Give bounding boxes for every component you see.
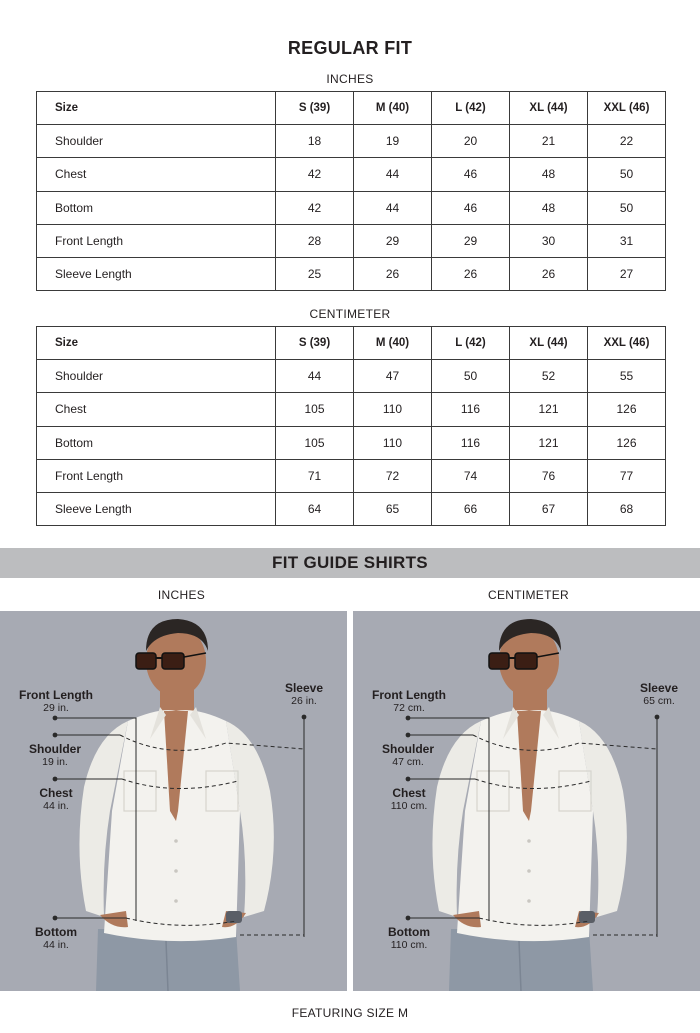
measurement-value: 50: [588, 191, 666, 224]
front-length-label: Front Length 29 in.: [19, 688, 93, 714]
measurement-name: Bottom: [37, 426, 276, 459]
shoulder-label: Shoulder 19 in.: [28, 742, 81, 768]
table-row: [37, 158, 666, 191]
table-row: [37, 393, 666, 426]
table-row: [37, 459, 666, 492]
table-header-row: [37, 92, 666, 125]
measurement-value: 28: [276, 224, 354, 257]
table-row: [37, 125, 666, 158]
header-size-3: L (42): [432, 92, 510, 125]
fit-guide-banner: FIT GUIDE SHIRTS: [0, 548, 700, 578]
measurement-value: 105: [276, 393, 354, 426]
measurement-name: Chest: [37, 393, 276, 426]
measurement-value: 66: [432, 492, 510, 525]
bottom-label: Bottom 44 in.: [35, 925, 77, 951]
inches-fit-panel: [0, 611, 347, 991]
table-row: [37, 257, 666, 290]
measurement-value: 22: [588, 125, 666, 158]
measurement-name: Shoulder: [37, 360, 276, 393]
measurement-value: 74: [432, 459, 510, 492]
measurement-value: 44: [354, 158, 432, 191]
measurement-value: 126: [588, 426, 666, 459]
measurement-value: 26: [354, 257, 432, 290]
header-size-2: M (40): [354, 92, 432, 125]
front-length-label: Front Length 72 cm.: [372, 688, 446, 714]
measurement-value: 121: [510, 393, 588, 426]
table-row: [37, 426, 666, 459]
measurement-value: 68: [588, 492, 666, 525]
measurement-value: 29: [432, 224, 510, 257]
table-row: [37, 224, 666, 257]
measurement-value: 26: [432, 257, 510, 290]
header-size-1: S (39): [276, 92, 354, 125]
measurement-value: 67: [510, 492, 588, 525]
header-size-5: XXL (46): [588, 327, 666, 360]
header-size-2: M (40): [354, 327, 432, 360]
table-row: [37, 492, 666, 525]
measurement-value: 65: [354, 492, 432, 525]
measurement-value: 72: [354, 459, 432, 492]
measurement-value: 48: [510, 158, 588, 191]
measurement-value: 46: [432, 191, 510, 224]
measurement-value: 71: [276, 459, 354, 492]
measurement-value: 42: [276, 191, 354, 224]
measurement-value: 76: [510, 459, 588, 492]
measurement-value: 110: [354, 426, 432, 459]
measurement-value: 121: [510, 426, 588, 459]
sleeve-label: Sleeve 65 cm.: [639, 681, 679, 707]
header-size-4: XL (44): [510, 92, 588, 125]
measurement-name: Shoulder: [37, 125, 276, 158]
regular-fit-title: REGULAR FIT: [287, 38, 413, 58]
measurement-value: 55: [588, 360, 666, 393]
measurement-value: 116: [432, 426, 510, 459]
measurement-value: 29: [354, 224, 432, 257]
measurement-value: 64: [276, 492, 354, 525]
table-header-row: [37, 327, 666, 360]
table-row: [37, 191, 666, 224]
measurement-value: 27: [588, 257, 666, 290]
measurement-name: Sleeve Length: [37, 257, 276, 290]
measurement-value: 44: [276, 360, 354, 393]
measurement-value: 48: [510, 191, 588, 224]
measurement-value: 50: [588, 158, 666, 191]
measurement-value: 30: [510, 224, 588, 257]
table-row: [37, 360, 666, 393]
measurement-name: Sleeve Length: [37, 492, 276, 525]
measurement-value: 19: [354, 125, 432, 158]
measurement-value: 116: [432, 393, 510, 426]
header-size-4: XL (44): [510, 327, 588, 360]
inches-table-label: INCHES: [326, 72, 374, 86]
header-size-5: XXL (46): [588, 92, 666, 125]
measurement-value: 105: [276, 426, 354, 459]
measurement-value: 126: [588, 393, 666, 426]
featuring-size-note: FEATURING SIZE M: [291, 1006, 409, 1020]
inches-size-table: [36, 91, 666, 291]
centimeter-panel-label: CENTIMETER: [488, 588, 569, 602]
measurement-value: 31: [588, 224, 666, 257]
measurement-value: 44: [354, 191, 432, 224]
measurement-value: 26: [510, 257, 588, 290]
measurement-name: Bottom: [37, 191, 276, 224]
header-size-1: S (39): [276, 327, 354, 360]
measurement-value: 52: [510, 360, 588, 393]
measurement-value: 110: [354, 393, 432, 426]
measurement-value: 21: [510, 125, 588, 158]
shoulder-label: Shoulder 47 cm.: [381, 742, 434, 768]
measurement-value: 77: [588, 459, 666, 492]
measurement-value: 42: [276, 158, 354, 191]
chest-label: Chest 44 in.: [39, 786, 73, 812]
measurement-value: 18: [276, 125, 354, 158]
header-size-cell: Size: [37, 92, 276, 125]
measurement-value: 20: [432, 125, 510, 158]
measurement-name: Front Length: [37, 459, 276, 492]
measurement-name: Front Length: [37, 224, 276, 257]
chest-label: Chest 110 cm.: [390, 786, 428, 812]
inches-panel-label: INCHES: [157, 588, 206, 602]
measurement-value: 47: [354, 360, 432, 393]
bottom-label: Bottom 110 cm.: [388, 925, 430, 951]
measurement-value: 50: [432, 360, 510, 393]
measurement-value: 46: [432, 158, 510, 191]
measurement-value: 25: [276, 257, 354, 290]
measurement-name: Chest: [37, 158, 276, 191]
header-size-cell: Size: [37, 327, 276, 360]
header-size-3: L (42): [432, 327, 510, 360]
centimeter-size-table: [36, 326, 666, 526]
centimeter-table-label: CENTIMETER: [309, 307, 391, 321]
centimeter-fit-panel: [353, 611, 700, 991]
sleeve-label: Sleeve 26 in.: [284, 681, 324, 707]
